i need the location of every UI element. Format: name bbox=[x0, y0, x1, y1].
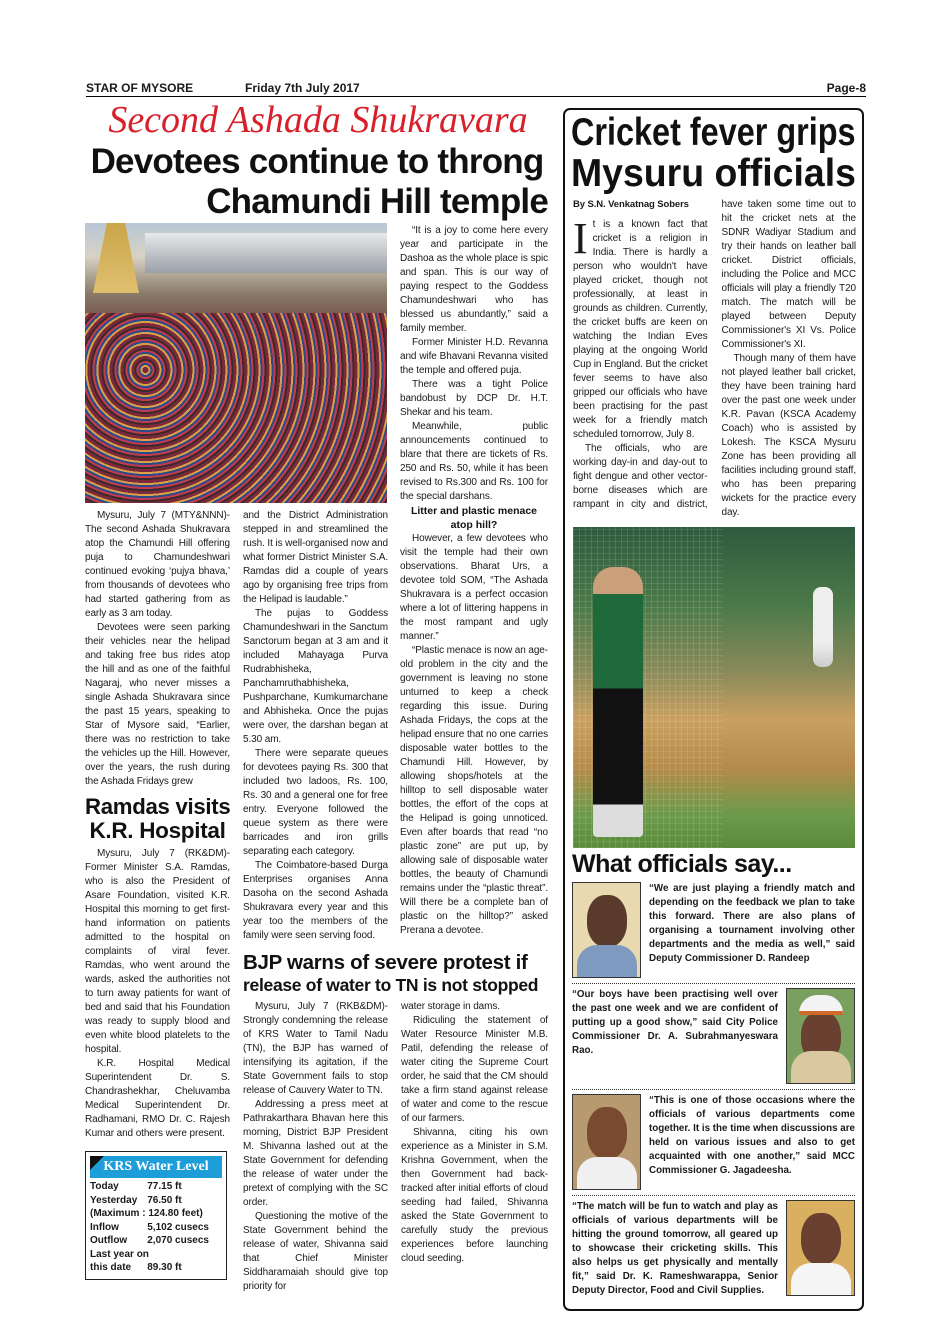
bjp-headline bbox=[243, 951, 549, 997]
page-header bbox=[86, 80, 866, 97]
paragraph: Meanwhile, public announcements continued to blare that there are tickets of Rs. 250 and Rs. 50, while it has been revised to Rs.300 and Rs. 100 for the special darshans. bbox=[400, 421, 548, 502]
official-photo bbox=[786, 988, 855, 1084]
paragraph: However, a few devotees who visit the temple had their own observations. Bharat Urs, a devotee told SOM, “The Ashada Shukravara is a perfect occasion where a lot of littering happens in the most rampant and ugly manner.” bbox=[400, 533, 548, 642]
paragraph: Mysuru, July 7 (RKB&DM)- Strongly condemning the release of KRS Water to Tamil Nadu (TN), the BJP has warned of intensifying its agitation, if the State Government fails to stop release of Cauvery Water to TN. bbox=[243, 1001, 388, 1096]
paragraph: Devotees were seen parking their vehicles near the helipad and taking free bus rides atop the hill and as one of the faithful Nagaraj, who never misses a single Ashada Shukravara since the past 15 years, speaking to Star of Mysore said, “Earlier, there was no restriction to take the vehicles up the Hill. However, over the years, the rush during the Ashada Fridays grew bbox=[85, 622, 230, 787]
quote-jagadeesha bbox=[572, 1094, 855, 1196]
main-headline bbox=[86, 142, 548, 222]
krs-row bbox=[90, 1180, 222, 1194]
main-story-col3 bbox=[400, 224, 548, 938]
devotee-crowd bbox=[85, 313, 387, 503]
paragraph: Mysuru, July 7 (MTY&NNN)- The second Ashada Shukravara atop the Chamundi Hill offering puja to Chamundeshwari continued evoking ‘pujya bhava,’ from thousands of devotees who had started gathering from as early as 3 am today. bbox=[85, 510, 230, 619]
headline-line-1: BJP warns of severe protest if bbox=[243, 951, 528, 974]
krs-label: Today bbox=[90, 1181, 119, 1192]
cricket-practice-photo bbox=[573, 527, 855, 848]
paragraph: The officials, who are working day-in and day-out to fight dengue and other vector-borne diseases which are rampant in city and district, have taken some time out to hit the cricket nets at the SDNR Wadiyar Stadium and try their hands on leather ball cricket. District officials, including the Police and MCC officials will play a friendly T20 match. The match will be played between Deputy Commissioner's XI Vs. Police Commissioner's XI. bbox=[573, 199, 856, 510]
krs-row bbox=[90, 1261, 222, 1275]
headline-line-2: Mysuru officials bbox=[571, 152, 856, 195]
page-number: Page-8 bbox=[826, 81, 866, 95]
krs-row bbox=[90, 1221, 222, 1235]
quote-text: “We are just playing a friendly match and depending on the feedback we plan to take this forward. There are also plans of organising a tournament involving other departments and the media as well,” said Deputy Commissioner D. Randeep bbox=[649, 883, 855, 964]
paragraph: Ridiculing the statement of Water Resource Minister M.B. Patil, defending the release of water citing the Supreme Court order, he said that the CM should take a firm stand against release of water and come to the rescue of our farmers. bbox=[401, 1015, 548, 1124]
quotes-heading-text: What officials say... bbox=[572, 850, 792, 878]
paragraph: water storage in dams. bbox=[401, 1001, 500, 1012]
official-photo bbox=[572, 1094, 641, 1190]
krs-row bbox=[90, 1194, 222, 1208]
headline-line-2: K.R. Hospital bbox=[89, 818, 226, 843]
krs-label: (Maximum : 124.80 feet) bbox=[90, 1208, 203, 1219]
paragraph: Though many of them have not played leather ball cricket, they have been training hard over the past one week under K.R. Pavan (KSCA Academy Coach) who is assisted by Lokesh. The KSCA Mysuru Zone has been providing all facilities including ground staff, who has been preparing wickets for the practice every day. bbox=[721, 353, 856, 518]
paragraph: The Coimbatore-based Durga Enterprises organises Anna Dasoha on the second Ashada Shukravara every year and this year too the members of the family were seen serving food. bbox=[243, 860, 388, 941]
krs-label: Last year on bbox=[90, 1248, 149, 1260]
quote-text: “Our boys have been practising well over the past one week and we are confident of putting up a good show,” said City Police Commissioner Dr. A. Subrahmanyeswara Rao. bbox=[572, 989, 778, 1056]
paragraph: Questioning the motive of the State Government behind the release of water, Shivanna said that Chief Minister Siddharamaiah should give top priority for bbox=[243, 1211, 388, 1292]
bowler-figure bbox=[593, 567, 643, 837]
first-paragraph: t is a known fact that cricket is a religion in India. There is hardly a person who wouldn't have played cricket, though not professionally, at least in grounds as children. Currently, the cricket buffs are keen on watching the Indian Eves playing at the ongoing World Cup in England. But the cricket fever seems to have also gripped our officials who have been practising for the past week for a friendly match scheduled tomorrow, July 8. bbox=[573, 219, 708, 440]
krs-label: Outflow bbox=[90, 1235, 128, 1246]
paragraph: There was a tight Police bandobust by DCP Dr. H.T. Shekar and his team. bbox=[400, 379, 548, 418]
byline: By S.N. Venkatnag Sobers bbox=[573, 199, 689, 210]
paper-name: STAR OF MYSORE bbox=[86, 81, 194, 95]
col3-part-b bbox=[400, 532, 548, 938]
krs-value: 2,070 cusecs bbox=[147, 1235, 209, 1246]
headline-line-1: Ramdas visits bbox=[85, 794, 231, 819]
subheading: Litter and plastic menace atop hill? bbox=[410, 505, 538, 531]
officials-quotes bbox=[572, 882, 855, 1305]
paragraph: Mysuru, July 7 (RK&DM)- Former Minister S.A. Ramdas, who is also the President of Asare Foundation, visited K.R. Hospital this morning to get first-hand information on patients admitted to the hospital on complaints of viral fever. Ramdas, who went around the wards, asked the authorities not to turn away patients for want of bed and said that his Foundation was ready to supply blood and even white blood platelets to the hospital. bbox=[85, 848, 230, 1055]
krs-title: KRS Water Level bbox=[90, 1156, 222, 1178]
main-story-col2 bbox=[243, 509, 388, 943]
cricket-story-body bbox=[573, 198, 856, 520]
headline-line-1: Cricket fever grips bbox=[571, 111, 856, 154]
temple-tower bbox=[93, 223, 139, 293]
paragraph: Addressing a press meet at Pathrakarthara Bhavan here this morning, District BJP President M. Shivanna lashed out at the State Government for defending the release of water under the pretext of complying with the SC order. bbox=[243, 1099, 388, 1208]
batsman-figure bbox=[813, 587, 833, 667]
quote-randeep bbox=[572, 882, 855, 984]
main-story-col1 bbox=[85, 509, 230, 789]
krs-label: Yesterday bbox=[90, 1194, 138, 1206]
krs-value: 89.30 ft bbox=[147, 1262, 182, 1273]
official-photo bbox=[786, 1200, 855, 1296]
krs-value: 5,102 cusecs bbox=[147, 1221, 209, 1233]
issue-date: Friday 7th July 2017 bbox=[245, 81, 360, 95]
quote-text: “This is one of those occasions where the officials of various departments come together. It is the time when discussions are held on various issues and also to get acquainted with one another,” said MCC Commissioner G. Jagadeesha. bbox=[649, 1095, 855, 1176]
quote-text: “The match will be fun to watch and play as officials of various departments will be hitting the ground tomorrow, all geared up to showcase their cricketing skills. This also helps us get physically and mentally fit,” said Dr. K. Rameshwarappa, Senior Deputy Director, Food and Civil Supplies. bbox=[572, 1201, 778, 1296]
krs-row bbox=[90, 1207, 222, 1221]
krs-water-level-box bbox=[85, 1151, 227, 1280]
headline-line-2: release of water to TN is not stopped bbox=[243, 975, 539, 995]
krs-value: 77.15 ft bbox=[147, 1181, 182, 1192]
col3-part-a bbox=[400, 224, 548, 504]
ramdas-story-body bbox=[85, 847, 230, 1141]
headline-line-2: Chamundi Hill temple bbox=[206, 182, 548, 221]
paragraph: and the District Administration stepped in and streamlined the rush. It is well-organised now and what former District Minister S.A. Ramdas did a couple of years ago by organising free trips from the Helipad is laudable.” bbox=[243, 510, 389, 605]
kicker-text: Second Ashada Shukravara bbox=[108, 99, 528, 141]
paragraph: K.R. Hospital Medical Superintendent Dr. S. Chandrashekhar, Cheluvamba Medical Superintendent Dr. Radhamani, RMO Dr. C. Rajesh Kumar and others were present. bbox=[85, 1058, 230, 1139]
bjp-story-col1 bbox=[243, 1000, 388, 1294]
headline-line-1: Devotees continue to throng bbox=[90, 142, 544, 181]
ramdas-headline bbox=[85, 795, 230, 843]
temple-crowd-photo bbox=[85, 223, 387, 503]
krs-row bbox=[90, 1234, 222, 1248]
official-photo bbox=[572, 882, 641, 978]
krs-row bbox=[90, 1248, 222, 1262]
paragraph: Shivanna, citing his own experience as a Minister in S.M. Krishna Government, when the then Government had back-tracked after initial efforts of cloud seeding had failed, Shivanna asked the State Government to carefully study the previous experiences before launching cloud seeding. bbox=[401, 1127, 548, 1264]
paragraph: “It is a joy to come here every year and participate in the Dashoa as the whole place is spic and span. This is our way of paying respect to the Goddess Chamundeshwari who has blessed us abundantly,” said a family member. bbox=[400, 225, 548, 334]
quote-subrahmanyeswara-rao bbox=[572, 988, 855, 1090]
canopy-roof bbox=[145, 233, 387, 273]
quote-rameshwarappa bbox=[572, 1200, 855, 1301]
paragraph: There were separate queues for devotees paying Rs. 300 that included two ladoos, Rs. 100, Rs. 30 and a general one for free entry. Everyone followed the queue system as there were barricades and iron grills separating each category. bbox=[243, 748, 388, 857]
drop-cap: I bbox=[573, 214, 588, 263]
paragraph: “Plastic menace is now an age-old problem in the city and the government is leaving no stone unturned to keep a check regarding this issue. During Ashada Fridays, the cops at the helipad ensure that no one carries disposable water bottles to the Chamundi Hill. However, by allowing shops/hotels at the hilltop to sell disposable water bottles, the effort of the cops at the Helipad is going unnoticed. Even after boards that read “no plastic zone” are put up, by allowing sale of disposable water bottles, the beauty of Chamundi remains under the “plastic threat”. Will there be a complete ban of plastic on the hilltop?” asked Prerana a devotee. bbox=[400, 645, 548, 936]
krs-value: 76.50 ft bbox=[147, 1194, 182, 1206]
quotes-heading bbox=[572, 849, 855, 879]
krs-label: Inflow bbox=[90, 1221, 119, 1233]
cricket-headline bbox=[571, 112, 856, 194]
story-kicker bbox=[86, 98, 550, 142]
bjp-story-col2 bbox=[401, 1000, 548, 1266]
paragraph: The pujas to Goddess Chamundeshwari in the Sanctum Sanctorum began at 3 am and it included Mahayaga Purva Rudrabhisheka, Panchamruthabhisheka, Pushparchane, Kumkumarchane and Abhisheka. Once the pujas were over, the darshan began at 5.30 am. bbox=[243, 608, 388, 745]
krs-label: this date bbox=[90, 1262, 132, 1273]
paragraph: Former Minister H.D. Revanna and wife Bhavani Revanna visited the temple and offered puja. bbox=[400, 337, 548, 376]
krs-table bbox=[90, 1180, 222, 1275]
